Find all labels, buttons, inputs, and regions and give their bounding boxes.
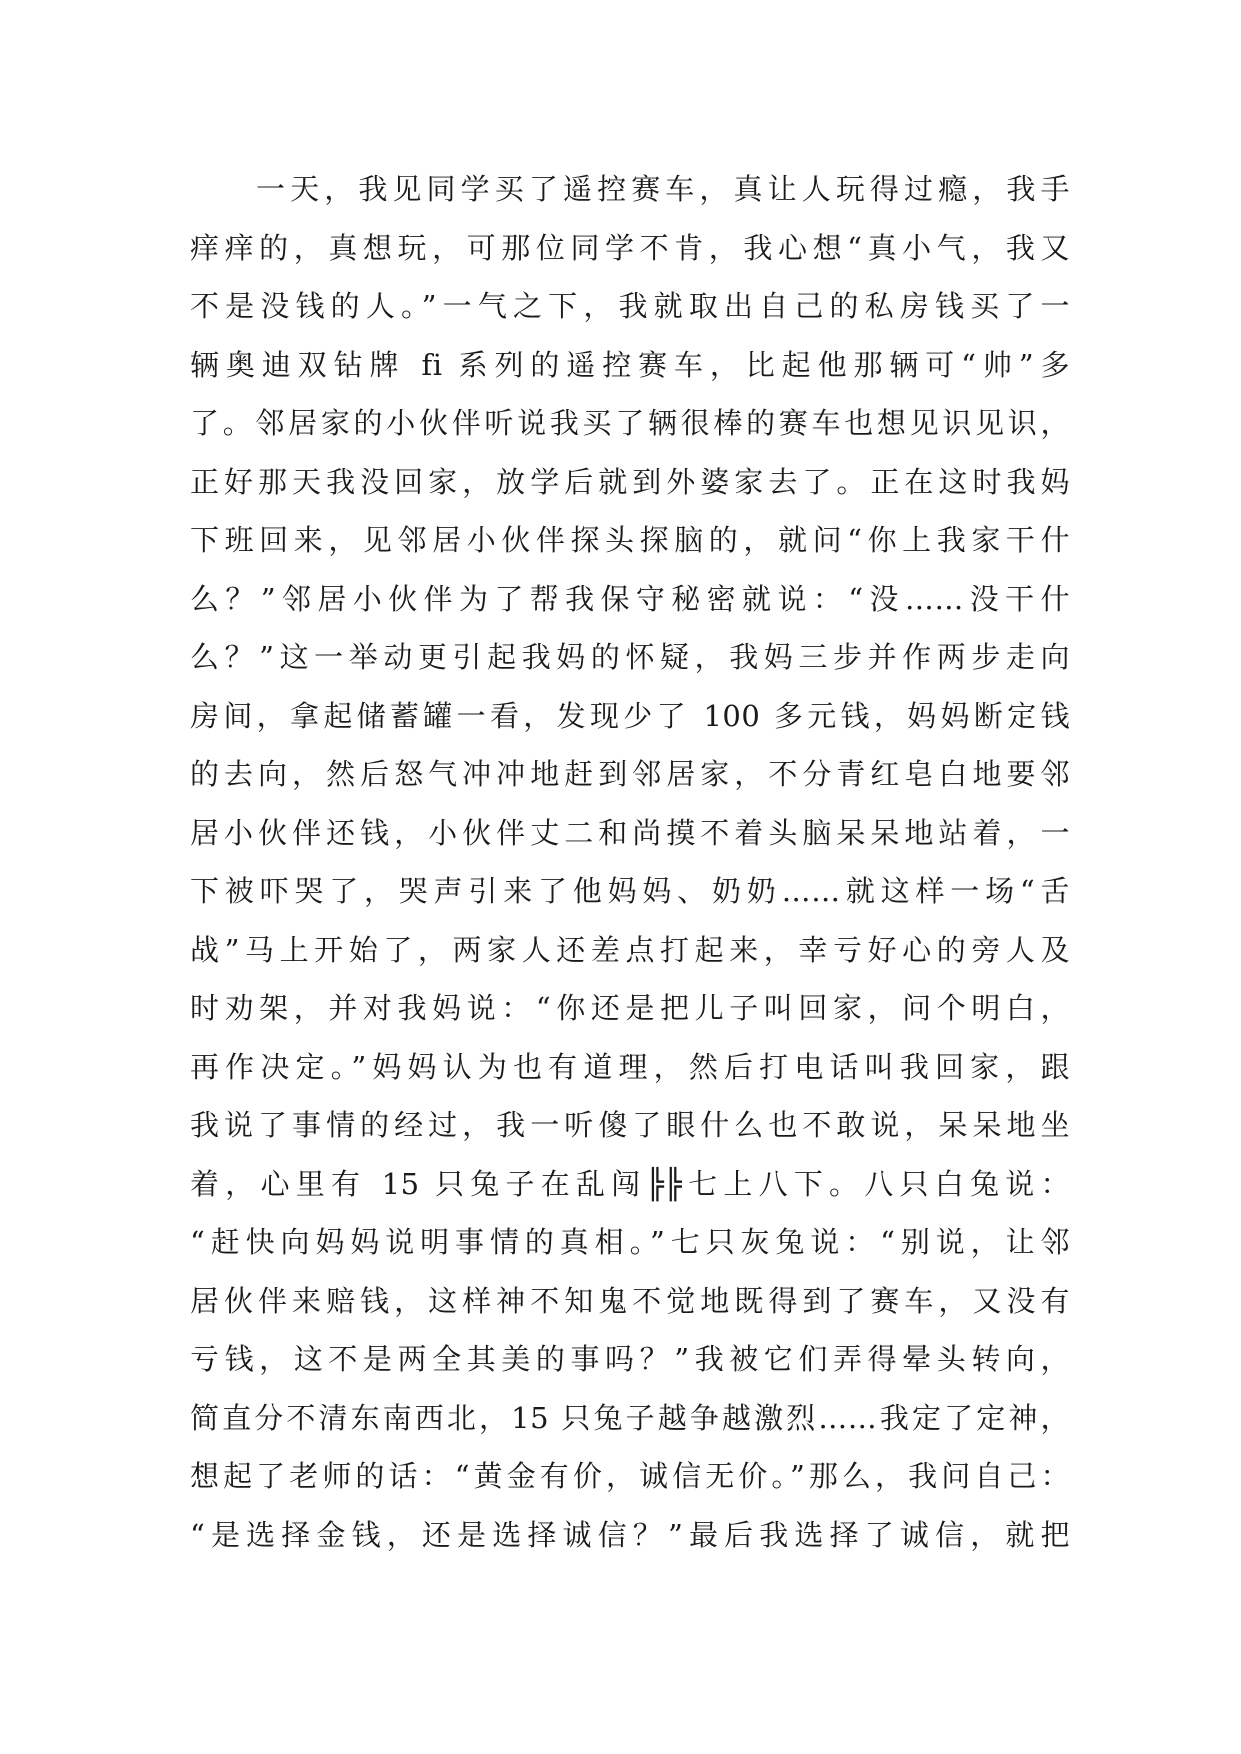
text-line: 辆奥迪双钻牌 fi 系列的遥控赛车，比起他那辆可“帅”多 [190, 347, 1070, 382]
text-line: “赶快向妈妈说明事情的真相。”七只灰兔说：“别说，让邻 [190, 1225, 1070, 1259]
text-line: 么？”邻居小伙伴为了帮我保守秘密就说：“没……没干什 [190, 581, 1070, 616]
text-line: 我说了事情的经过，我一听傻了眼什么也不敢说，呆呆地坐 [190, 1108, 1070, 1142]
text-line: 不是没钱的人。”一气之下，我就取出自己的私房钱买了一 [190, 289, 1070, 323]
text-line: 下被吓哭了，哭声引来了他妈妈、奶奶……就这样一场“舌 [190, 874, 1070, 908]
text-line: 时劝架，并对我妈说：“你还是把儿子叫回家，问个明白， [190, 991, 1070, 1025]
text-line: 战”马上开始了，两家人还差点打起来，幸亏好心的旁人及 [190, 932, 1070, 967]
text-line: 亏钱，这不是两全其美的事吗？”我被它们弄得晕头转向， [190, 1342, 1070, 1376]
text-line: 房间，拿起储蓄罐一看，发现少了 100 多元钱，妈妈断定钱 [190, 698, 1070, 733]
text-line: 再作决定。”妈妈认为也有道理，然后打电话叫我回家，跟 [190, 1049, 1070, 1084]
text-line: 痒痒的，真想玩，可那位同学不肯，我心想“真小气，我又 [190, 230, 1070, 265]
text-line: 居伙伴来赔钱，这样神不知鬼不觉地既得到了赛车，又没有 [190, 1283, 1070, 1318]
text-line: 简直分不清东南西北，15 只兔子越争越激烈……我定了定神， [190, 1400, 1070, 1435]
text-line: 下班回来，见邻居小伙伴探头探脑的，就问“你上我家干什 [190, 523, 1070, 557]
text-line: 了。邻居家的小伙伴听说我买了辆很棒的赛车也想见识见识， [190, 406, 1070, 440]
text-line: 居小伙伴还钱，小伙伴丈二和尚摸不着头脑呆呆地站着，一 [190, 815, 1070, 850]
text-line: 正好那天我没回家，放学后就到外婆家去了。正在这时我妈 [190, 464, 1070, 499]
text-line: 想起了老师的话：“黄金有价，诚信无价。”那么，我问自己： [190, 1459, 1070, 1493]
text-line: 的去向，然后怒气冲冲地赶到邻居家，不分青红皂白地要邻 [190, 757, 1070, 791]
text-line: “是选择金钱，还是选择诚信？”最后我选择了诚信，就把 [190, 1517, 1070, 1552]
text-line: 么？”这一举动更引起我妈的怀疑，我妈三步并作两步走向 [190, 640, 1070, 674]
paragraph [190, 160, 1070, 1564]
text-line: 一天，我见同学买了遥控赛车，真让人玩得过瘾，我手 [256, 172, 1070, 206]
text-line: 着，心里有 15 只兔子在乱闯╠╠七上八下。八只白兔说： [190, 1166, 1070, 1201]
